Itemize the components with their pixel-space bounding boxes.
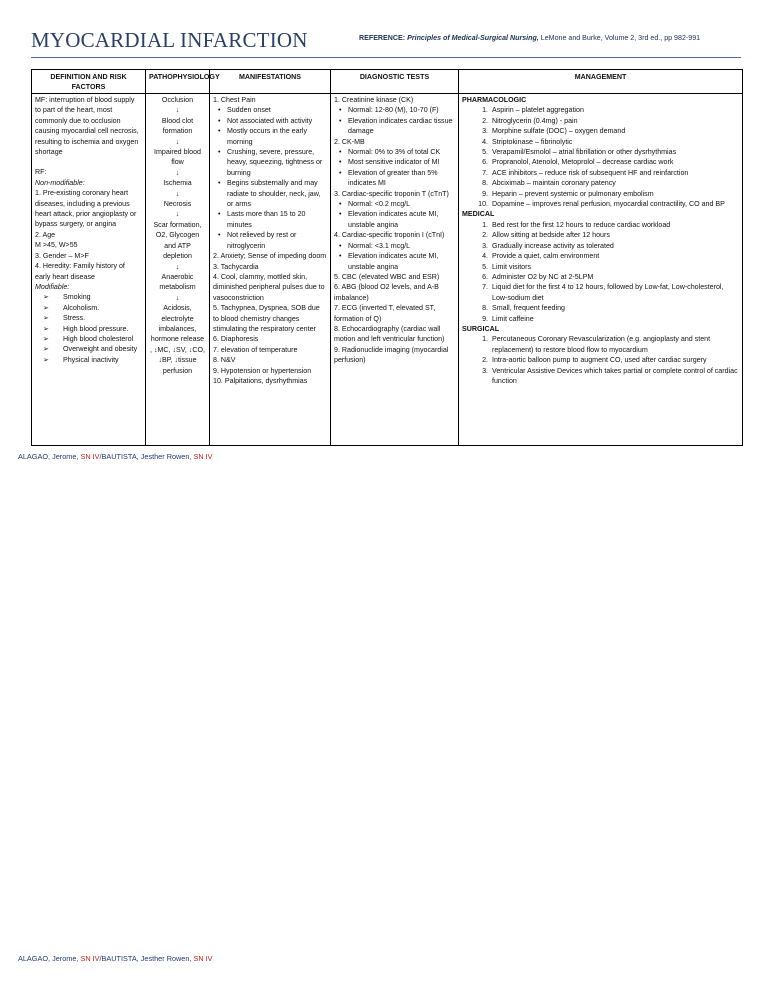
surgical-label: SURGICAL bbox=[462, 324, 500, 333]
manifestation-item: 6. Diaphoresis bbox=[213, 335, 259, 344]
header-definition: DEFINITION AND RISK FACTORS bbox=[32, 70, 146, 94]
reference-details: LeMone and Burke, Volume 2, 3rd ed., pp 982-991 bbox=[540, 34, 701, 42]
ckmb-list bbox=[334, 147, 455, 189]
medical-item bbox=[462, 314, 739, 324]
pharm-item bbox=[462, 147, 739, 157]
nonmod-list bbox=[35, 188, 142, 282]
medical-item bbox=[462, 220, 739, 230]
medical-item-text: Limit visitors bbox=[492, 262, 532, 271]
manifestation-item: 2. Anxiety; Sense of impeding doom bbox=[213, 252, 327, 261]
patho-step: Blood clot formation bbox=[161, 116, 194, 136]
down-arrow-icon: ↓ bbox=[175, 262, 180, 271]
medical-item-text: Gradually increase activity as tolerated bbox=[492, 241, 614, 250]
medical-item bbox=[462, 303, 739, 313]
footer-authors-bottom bbox=[18, 954, 213, 963]
reference-book: Principles of Medical-Surgical Nursing, bbox=[407, 34, 539, 42]
pharm-item bbox=[462, 178, 739, 188]
document-title: MYOCARDIAL INFARCTION bbox=[31, 28, 308, 52]
medical-item-text: Allow sitting at bedside after 12 hours bbox=[492, 231, 610, 240]
item-number: 2. bbox=[482, 116, 488, 125]
medical-item bbox=[462, 262, 739, 272]
ck-list bbox=[334, 105, 455, 136]
header-management: MANAGEMENT bbox=[459, 70, 743, 94]
manifestation-item: 8. N&V bbox=[213, 356, 236, 365]
reference-line bbox=[359, 34, 700, 42]
pharm-item-text: Heparin – prevent systemic or pulmonary embolism bbox=[492, 189, 654, 198]
item-number: 6. bbox=[482, 158, 488, 167]
medical-list bbox=[462, 220, 739, 324]
diagnostic-item: • Elevation indicates cardiac tissue damage bbox=[334, 116, 455, 137]
pharm-item-text: Nitroglycerin (0.4mg) - pain bbox=[492, 116, 578, 125]
item-number: 4. bbox=[482, 252, 488, 261]
diagnostic-test: 7. ECG (inverted T, elevated ST, formation of Q) bbox=[334, 304, 436, 323]
item-number: 9. bbox=[482, 314, 488, 323]
item-number: 4. bbox=[482, 137, 488, 146]
item-number: 5. bbox=[482, 148, 488, 157]
medical-item-text: Limit caffeine bbox=[492, 314, 534, 323]
pharm-item bbox=[462, 157, 739, 167]
header-diagnostics: DIAGNOSTIC TESTS bbox=[331, 70, 459, 94]
medical-item-text: Provide a quiet, calm environment bbox=[492, 252, 600, 261]
item-number: 3. bbox=[482, 366, 488, 375]
medical-label: MEDICAL bbox=[462, 210, 495, 219]
mod-list bbox=[35, 292, 142, 365]
chest-pain-item: • Not relieved by rest or nitroglycerin bbox=[213, 230, 327, 251]
mod-item: ➢ Stress. bbox=[35, 313, 142, 323]
author-name-1: ALAGAO, Jerome, bbox=[18, 954, 81, 963]
medical-item bbox=[462, 282, 739, 303]
patho-step: Scar formation, O2, Glycogen and ATP depletion bbox=[153, 220, 202, 261]
diagnostics-list bbox=[334, 272, 455, 366]
surgical-list bbox=[462, 334, 739, 386]
management-cell bbox=[459, 94, 743, 446]
nonmod-item: 4. Heredity: Family history of early heart disease bbox=[35, 262, 125, 281]
pharm-item-text: Aspirin – platelet aggregation bbox=[492, 106, 584, 115]
chest-pain-item: • Mostly occurs in the early morning bbox=[213, 126, 327, 147]
definition-cell bbox=[32, 94, 146, 446]
item-number: 2. bbox=[482, 231, 488, 240]
author-level-1: SN IV bbox=[80, 452, 100, 461]
pharm-item bbox=[462, 116, 739, 126]
surgical-item-text: Percutaneous Coronary Revascularization (e.g. angioplasty and stent replacement) to restore blood flow to myocardium bbox=[492, 335, 711, 354]
diagnostic-item: • Normal: <0.2 mcg/L bbox=[334, 199, 455, 209]
patho-step: Acidosis, electrolyte imbalances, hormone release , ↓MC, ↓SV, ↓CO, ↓BP, ↓tissue perfusion bbox=[150, 304, 205, 375]
pharm-label: PHARMACOLOGIC bbox=[462, 96, 527, 104]
chest-pain-item: • Sudden onset bbox=[213, 105, 327, 115]
item-number: 7. bbox=[482, 283, 488, 292]
surgical-item bbox=[462, 355, 739, 365]
medical-item-text: Liquid diet for the first 4 to 12 hours, followed by Low-fat, Low-cholesterol, Low-sodium diet bbox=[492, 283, 724, 302]
pharm-item bbox=[462, 105, 739, 115]
pharm-item bbox=[462, 199, 739, 209]
diagnostic-item: • Elevation indicates acute MI, unstable angina bbox=[334, 209, 455, 230]
item-number: 1. bbox=[482, 106, 488, 115]
diagnostic-item: • Normal: <3.1 mcg/L bbox=[334, 241, 455, 251]
surgical-item bbox=[462, 366, 739, 387]
diagnostic-item: • Elevation indicates acute MI, unstable angina bbox=[334, 251, 455, 272]
ctni-list bbox=[334, 241, 455, 272]
ctnt-list bbox=[334, 199, 455, 230]
diagnostic-test: 6. ABG (blood O2 levels, and A-B imbalance) bbox=[334, 283, 439, 302]
mod-label: Modifiable: bbox=[35, 282, 70, 291]
nonmod-item: 3. Gender – M>F bbox=[35, 251, 89, 260]
ctnt-label: 3. Cardiac-specific troponin T (cTnT) bbox=[334, 189, 449, 198]
down-arrow-icon: ↓ bbox=[175, 189, 180, 198]
pharm-item-text: Morphine sulfate (DOC) – oxygen demand bbox=[492, 127, 626, 136]
pharm-item-text: Abciximab – maintain coronary patency bbox=[492, 179, 616, 188]
medical-item bbox=[462, 241, 739, 251]
manifestation-item: 10. Palpitations, dysrhythmias bbox=[213, 376, 308, 385]
item-number: 1. bbox=[482, 335, 488, 344]
manifestation-item: 9. Hypotension or hypertension bbox=[213, 366, 312, 375]
author-name-1: ALAGAO, Jerome, bbox=[18, 452, 81, 461]
patho-step: Ischemia bbox=[163, 179, 192, 188]
diagnostic-item: • Normal: 0% to 3% of total CK bbox=[334, 147, 455, 157]
footer-authors-top bbox=[18, 452, 213, 461]
diagnostics-cell bbox=[331, 94, 459, 446]
pharm-item-text: Propranolol, Atenolol, Metoprolol – decrease cardiac work bbox=[492, 158, 674, 167]
item-number: 10. bbox=[478, 200, 488, 209]
item-number: 8. bbox=[482, 304, 488, 313]
medical-item-text: Small, frequent feeding bbox=[492, 304, 565, 313]
mi-table bbox=[31, 69, 743, 446]
item-number: 7. bbox=[482, 168, 488, 177]
mod-item: ➢ Physical inactivity bbox=[35, 355, 142, 365]
pharm-item-text: Dopamine – improves renal perfusion, myocardial contractility, CO and BP bbox=[492, 200, 725, 209]
table-header-row bbox=[32, 70, 743, 94]
author-separator: /BAUTISTA, Jesther Rowen, bbox=[99, 954, 194, 963]
author-level-1: SN IV bbox=[80, 954, 100, 963]
diagnostic-test: 8. Echocardiography (cardiac wall motion and left ventricular function) bbox=[334, 324, 445, 344]
manifestations-cell bbox=[210, 94, 331, 446]
chest-pain-label: 1. Chest Pain bbox=[213, 96, 256, 104]
manifestation-item: 7. elevation of temperature bbox=[213, 345, 298, 354]
author-level-2: SN IV bbox=[193, 954, 213, 963]
mf-definition: MF: interruption of blood supply to part of the heart, most commonly due to occlusion causing myocardial cell necrosis, resulting to ischemia and oxygen shortage bbox=[35, 96, 139, 157]
manifestation-item: 3. Tachycardia bbox=[213, 262, 259, 271]
pharm-item-text: Verapamil/Esmolol – atrial fibrillation or other dysrhythmias bbox=[492, 148, 677, 157]
down-arrow-icon: ↓ bbox=[175, 293, 180, 302]
surgical-item-text: Ventricular Assistive Devices which takes partial or complete control of cardiac function bbox=[492, 366, 738, 385]
mod-item: ➢ Overweight and obesity bbox=[35, 344, 142, 354]
chest-pain-list bbox=[213, 105, 327, 251]
mod-item: ➢ Smoking bbox=[35, 292, 142, 302]
medical-item bbox=[462, 251, 739, 261]
mod-item: ➢ Alcoholism. bbox=[35, 303, 142, 313]
author-separator: /BAUTISTA, Jesther Rowen, bbox=[99, 452, 194, 461]
item-number: 9. bbox=[482, 189, 488, 198]
nonmod-item: 2. Age bbox=[35, 230, 56, 239]
item-number: 2. bbox=[482, 356, 488, 365]
item-number: 3. bbox=[482, 241, 488, 250]
manifestation-item: 5. Tachypnea, Dyspnea, SOB due to blood chemistry changes stimulating the respiratory center bbox=[213, 304, 320, 333]
pharm-item-text: Striptokinase – fibrinolytic bbox=[492, 137, 573, 146]
chest-pain-item: • Not associated with activity bbox=[213, 116, 327, 126]
chest-pain-item: • Crushing, severe, pressure, heavy, squeezing, tightness or burning bbox=[213, 147, 327, 178]
item-number: 1. bbox=[482, 220, 488, 229]
patho-step: Occlusion bbox=[161, 96, 194, 104]
patho-step: Necrosis bbox=[163, 200, 192, 209]
pharm-item bbox=[462, 189, 739, 199]
surgical-item bbox=[462, 334, 739, 355]
chest-pain-item: • Lasts more than 15 to 20 minutes bbox=[213, 209, 327, 230]
diagnostic-item: • Elevation of greater than 5% indicates MI bbox=[334, 168, 455, 189]
surgical-item-text: Intra-aortic balloon pump to augment CO, used after cardiac surgery bbox=[492, 356, 707, 365]
medical-item bbox=[462, 230, 739, 240]
patho-step: Anaerobic metabolism bbox=[159, 272, 196, 292]
rf-label: RF: bbox=[35, 168, 47, 177]
patho-cell bbox=[146, 94, 210, 446]
header-patho: PATHOPHYSIOLOGY bbox=[146, 70, 210, 94]
diagnostic-item: • Most sensitive indicator of MI bbox=[334, 157, 455, 167]
nonmod-item: 1. Pre-existing coronary heart diseases, including a previous heart attack, prior angioplasty or bypass surgery, or angina bbox=[35, 189, 137, 229]
pharm-list bbox=[462, 105, 739, 209]
table-body-row bbox=[32, 94, 743, 446]
mod-item: ➢ High blood pressure. bbox=[35, 324, 142, 334]
manifestation-item: 4. Cool, clammy, mottled skin, diminished peripheral pulses due to vasoconstriction bbox=[213, 272, 325, 302]
ck-label: 1. Creatinine kinase (CK) bbox=[334, 96, 414, 104]
patho-step: Impaired blood flow bbox=[154, 148, 201, 167]
pharm-item-text: ACE inhibitors – reduce risk of subsequent HF and reinfarction bbox=[492, 168, 689, 177]
pharm-item bbox=[462, 126, 739, 136]
mod-item: ➢ High blood cholesterol bbox=[35, 334, 142, 344]
diagnostic-test: 9. Radionuclide imaging (myocardial perfusion) bbox=[334, 345, 449, 365]
author-level-2: SN IV bbox=[193, 452, 213, 461]
pharm-item bbox=[462, 137, 739, 147]
pharm-item bbox=[462, 168, 739, 178]
diagnostic-test: 5. CBC (elevated WBC and ESR) bbox=[334, 272, 440, 281]
chest-pain-item: • Begins substernally and may radiate to shoulder, neck, jaw, or arms bbox=[213, 178, 327, 209]
medical-item-text: Bed rest for the first 12 hours to reduce cardiac workload bbox=[492, 220, 671, 229]
down-arrow-icon: ↓ bbox=[175, 137, 180, 146]
down-arrow-icon: ↓ bbox=[175, 106, 180, 115]
item-number: 5. bbox=[482, 262, 488, 271]
title-divider bbox=[31, 57, 741, 58]
ctni-label: 4. Cardiac-specific troponin I (cTnI) bbox=[334, 231, 445, 240]
ckmb-label: 2. CK-MB bbox=[334, 137, 365, 146]
manifestations-list bbox=[213, 251, 327, 386]
patho-flow bbox=[149, 95, 206, 376]
header-manifestations: MANIFESTATIONS bbox=[210, 70, 331, 94]
reference-label: REFERENCE: bbox=[359, 34, 406, 42]
item-number: 3. bbox=[482, 127, 488, 136]
item-number: 8. bbox=[482, 179, 488, 188]
medical-item bbox=[462, 272, 739, 282]
down-arrow-icon: ↓ bbox=[175, 168, 180, 177]
down-arrow-icon: ↓ bbox=[175, 210, 180, 219]
medical-item-text: Administer O2 by NC at 2-5LPM bbox=[492, 272, 594, 281]
nonmod-label: Non-modifiable: bbox=[35, 178, 85, 187]
diagnostic-item: • Normal: 12-80 (M), 10-70 (F) bbox=[334, 105, 455, 115]
item-number: 6. bbox=[482, 272, 488, 281]
nonmod-item: M >45, W>55 bbox=[35, 241, 78, 250]
